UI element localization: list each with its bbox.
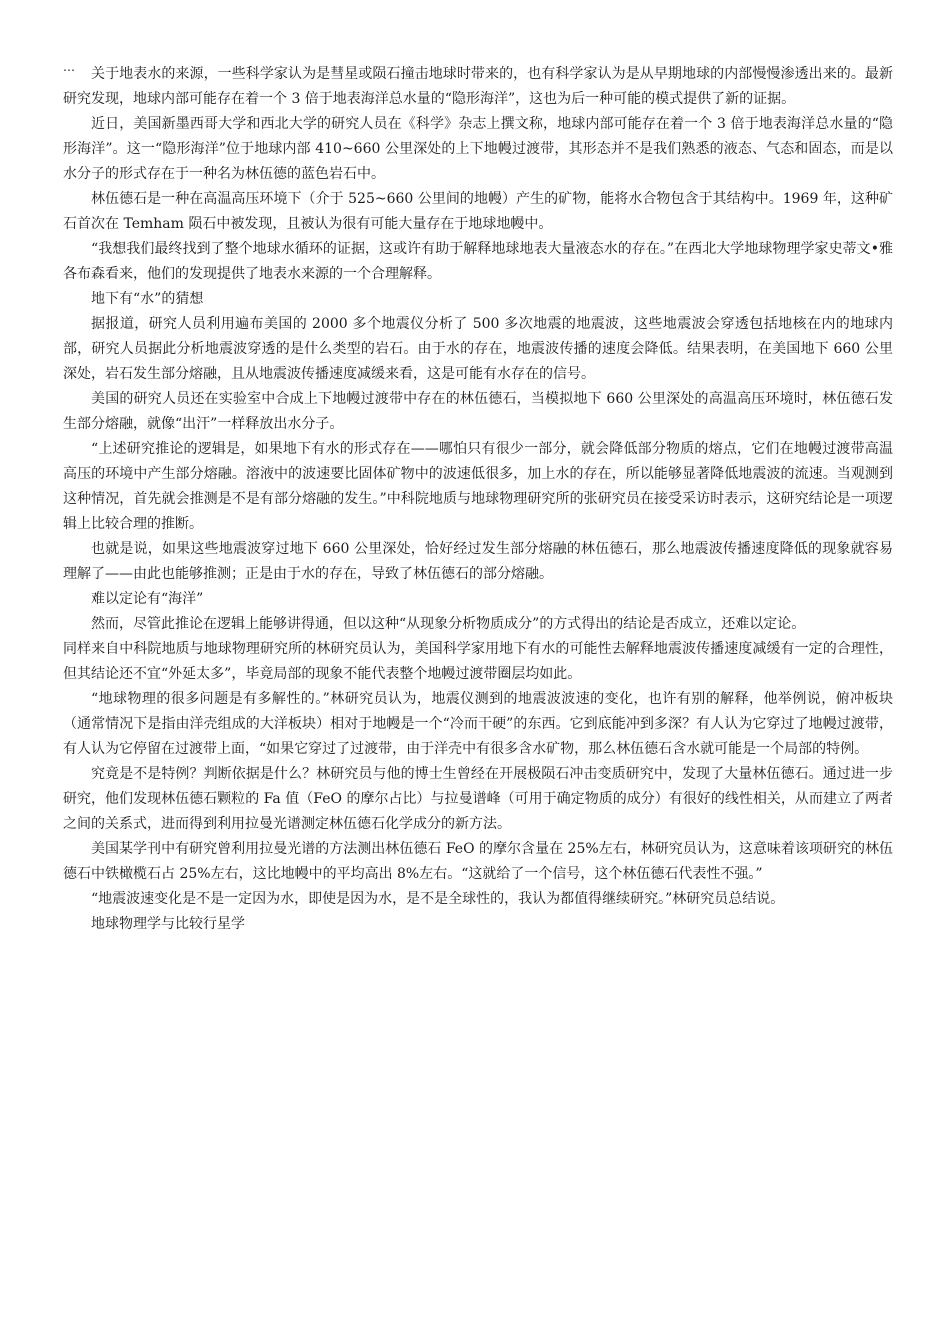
paragraph-9: 然而，尽管此推论在逻辑上能够讲得通，但以这种“从现象分析物质成分”的方式得出的结论是否成立，还难以定论。 (91, 616, 806, 632)
section-heading-geophysics: 地球物理学与比较行星学 (91, 916, 245, 932)
paragraph-13: 美国某学刊中有研究曾利用拉曼光谱的方法测出林伍德石 FeO 的摩尔含量在 25%左右，林研究员认为，这意味着该项研究的林伍德石中铁橄榄石占 25%左右，这比地幔中的平均高出 8%左右。“这就给了一个信号，这个林伍德石代表性不强。” (63, 841, 893, 882)
paragraph-10: 同样来自中科院地质与地球物理研究所的林研究员认为，美国科学家用地下有水的可能性去解释地震波传播速度减缓有一定的合理性，但其结论还不宜“外延太多”，毕竟局部的现象不能代表整个地幔过渡带圈层均如此。 (63, 641, 893, 682)
section-heading-underground-water: 地下有“水”的猜想 (91, 291, 204, 307)
paragraph-6: 美国的研究人员还在实验室中合成上下地幔过渡带中存在的林伍德石，当模拟地下 660 公里深处的高温高压环境时，林伍德石发生部分熔融，就像“出汗”一样释放出水分子。 (63, 391, 893, 432)
document-body (63, 62, 893, 937)
paragraph-7: “上述研究推论的逻辑是，如果地下有水的形式存在——哪怕只有很少一部分，就会降低部分物质的熔点，它们在地幔过渡带高温高压的环境中产生部分熔融。溶液中的波速要比固体矿物中的波速低很多，加上水的存在，所以能够显著降低地震波的流速。当观测到这种情况，首先就会推测是不是有部分熔融的发生。”中科院地质与地球物理研究所的张研究员在接受采访时表示，这研究结论是一项逻辑上比较合理的推断。 (63, 441, 893, 532)
paragraph-4: “我想我们最终找到了整个地球水循环的证据，这或许有助于解释地球地表大量液态水的存在。”在西北大学地球物理学家史蒂文•雅各布森看来，他们的发现提供了地表水来源的一个合理解释。 (63, 241, 893, 282)
paragraph-8: 也就是说，如果这些地震波穿过地下 660 公里深处，恰好经过发生部分熔融的林伍德石，那么地震波传播速度降低的现象就容易理解了——由此也能够推测；正是由于水的存在，导致了林伍德石的部分熔融。 (63, 541, 893, 582)
paragraph-2: 近日，美国新墨西哥大学和西北大学的研究人员在《科学》杂志上撰文称，地球内部可能存在着一个 3 倍于地表海洋总水量的“隐形海洋”。这一“隐形海洋”位于地球内部 410~660 公里深处的上下地幔过渡带，其形态并不是我们熟悉的液态、气态和固态，而是以水分子的形式存在于一种名为林伍德的蓝色岩石中。 (63, 116, 893, 182)
continuation-marker: … (63, 60, 75, 74)
paragraph-11: “地球物理的很多问题是有多解性的。”林研究员认为，地震仪测到的地震波波速的变化，也许有别的解释，他举例说，俯冲板块（通常情况下是指由洋壳组成的大洋板块）相对于地幔是一个“冷而干硬”的东西。它到底能冲到多深？有人认为它穿过了地幔过渡带，有人认为它停留在过渡带上面，“如果它穿过了过渡带，由于洋壳中有很多含水矿物，那么林伍德石含水就可能是一个局部的特例。 (63, 691, 893, 757)
paragraph-3: 林伍德石是一种在高温高压环境下（介于 525~660 公里间的地幔）产生的矿物，能将水合物包含于其结构中。1969 年，这种矿石首次在 Temham 陨石中被发现，且被认为很有可能大量存在于地球地幔中。 (63, 191, 893, 232)
paragraph-5: 据报道，研究人员利用遍布美国的 2000 多个地震仪分析了 500 多次地震的地震波，这些地震波会穿透包括地核在内的地球内部，研究人员据此分析地震波穿透的是什么类型的岩石。由于水的存在，地震波传播的速度会降低。结果表明，在美国地下 660 公里深处，岩石发生部分熔融，且从地震波传播速度减缓来看，这是可能有水存在的信号。 (63, 316, 893, 382)
paragraph-12: 究竟是不是特例？判断依据是什么？林研究员与他的博士生曾经在开展极陨石冲击变质研究中，发现了大量林伍德石。通过进一步研究，他们发现林伍德石颗粒的 Fa 值（FeO 的摩尔占比）与拉曼谱峰（可用于确定物质的成分）有很好的线性相关，从而建立了两者之间的关系式，进而得到利用拉曼光谱测定林伍德石化学成分的新方法。 (63, 766, 893, 832)
section-heading-ocean: 难以定论有“海洋” (91, 591, 204, 607)
paragraph-1: 关于地表水的来源，一些科学家认为是彗星或陨石撞击地球时带来的，也有科学家认为是从早期地球的内部慢慢渗透出来的。最新研究发现，地球内部可能存在着一个 3 倍于地表海洋总水量的“隐形海洋”，这也为后一种可能的模式提供了新的证据。 (63, 66, 893, 107)
paragraph-14: “地震波速变化是不是一定因为水，即使是因为水，是不是全球性的，我认为都值得继续研究。”林研究员总结说。 (91, 891, 785, 907)
